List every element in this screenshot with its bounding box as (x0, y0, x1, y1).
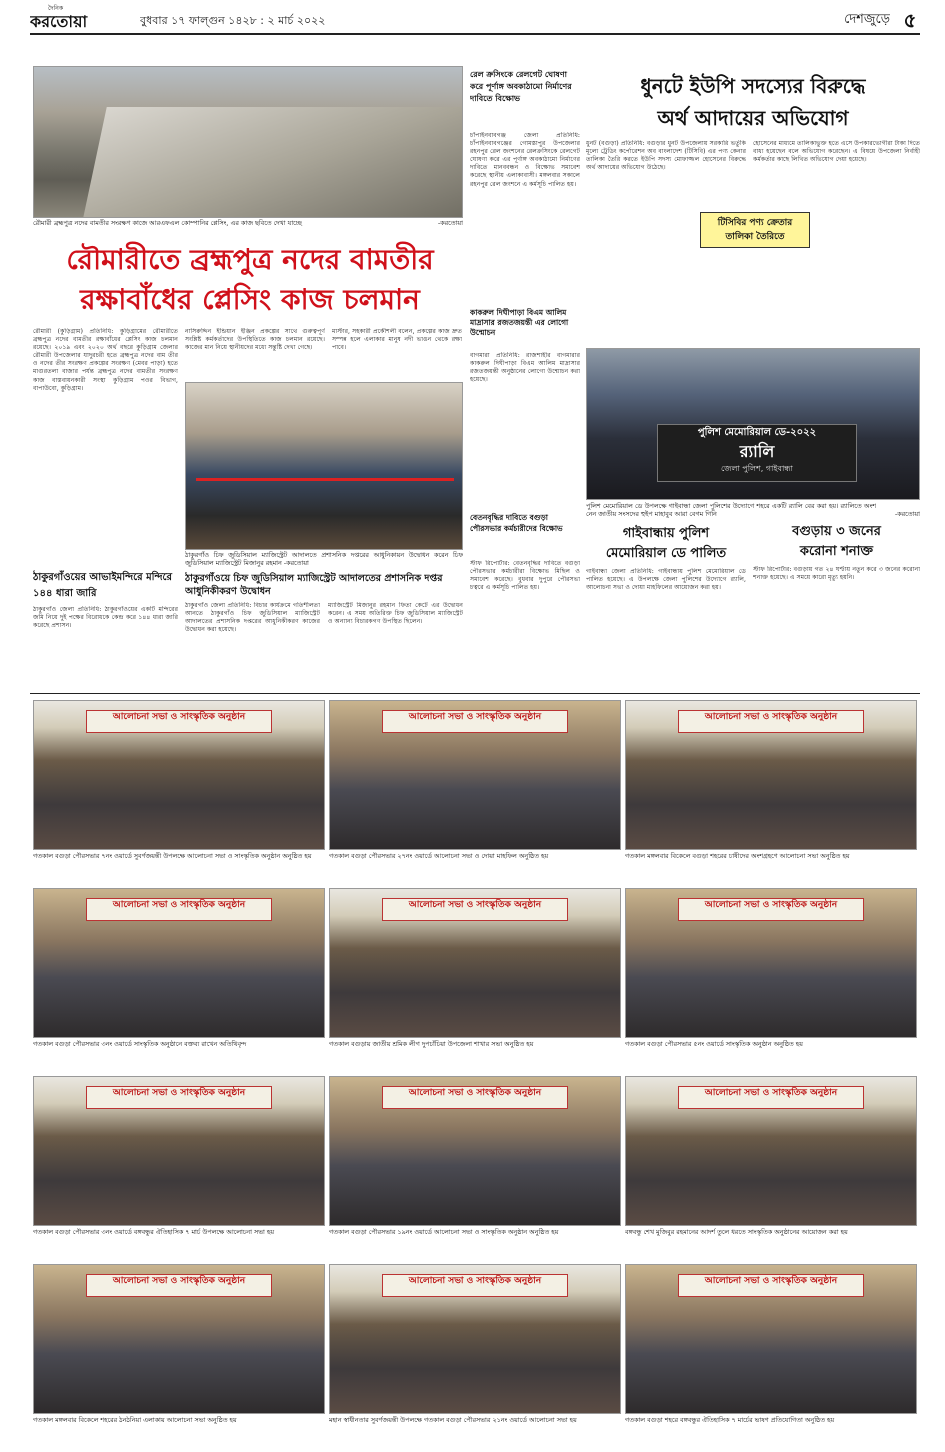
grid-photo (625, 888, 917, 1038)
grid-photo-caption: গতকাল মঙ্গলবার বিকেলে বগুড়া শহরের চাষীদের অংশগ্রহণে আলোচনা সভা অনুষ্ঠিত হয় (625, 852, 850, 860)
grid-photo-banner (86, 1274, 272, 1297)
masthead-page-number: ৫ (903, 8, 917, 30)
grid-photo-banner (678, 1086, 864, 1109)
grid-photo-banner (86, 710, 272, 733)
court-headline: ঠাকুরগাঁওয়ে চিফ জুডিসিয়াল ম্যাজিস্ট্রেট আদালতের প্রশাসনিক দপ্তর আধুনিকীকরণ উদ্বোধন (185, 573, 443, 597)
grid-photo-caption: গতকাল বগুড়া পৌরসভার ৩নং ওয়ার্ডে বঙ্গবন্ধুর ঐতিহাসিক ৭ মার্চ উপলক্ষে আলোচনা সভা হয় (33, 1228, 274, 1236)
grid-photo-caption: গতকাল বগুড়া পৌরসভার ৩নং ওয়ার্ডে সাংস্কৃতিক অনুষ্ঠানে বক্তব্য রাখেন অতিথিবৃন্দ (33, 1040, 247, 1048)
section-divider (30, 693, 920, 694)
grid-photo-caption: মহান স্বাধীনতার সুবর্ণজয়ন্তী উপলক্ষে গতকাল বগুড়া পৌরসভার ২১নং ওয়ার্ডে আলোচনা সভা হয় (329, 1416, 577, 1424)
lead-headline-line1: রৌমারীতে ব্রহ্মপুত্র নদের বামতীর (66, 243, 434, 276)
masthead-logo: করতোয়া (30, 12, 88, 31)
kakrul-body: বাগমারা প্রতিনিধি: রাজশাহীর বাগমারার কাকরুল দিঘীপাড়া বিএম আলিম মাদ্রাসার রজতজয়ন্তী অনুষ্ঠানের লোগো উন্মোচন করা হয়েছে। (470, 352, 580, 384)
masthead-section: দেশজুড়ে (844, 12, 890, 27)
rally-photo (586, 348, 920, 500)
mandir-headline: ঠাকুরগাঁওয়ের আভাইমন্দিরে মন্দিরে ১৪৪ ধারা জারি (33, 572, 173, 599)
grid-photo (625, 700, 917, 850)
masthead (0, 0, 945, 34)
grid-photo-banner-text: আলোচনা সভা ও সাংস্কৃতিক অনুষ্ঠান (408, 711, 542, 722)
ribbon (196, 478, 454, 481)
grid-photo-caption: গতকাল মঙ্গলবার বিকেলে শহরের ঠনঠনিয়া এলাকায় আলোচনা সভা অনুষ্ঠিত হয় (33, 1416, 237, 1424)
rail-headline: রেল ক্রসিংকে রেলগেট ঘোষণা করে পূর্ণাঙ্গ অবকাঠামো নির্মাণের দাবিতে বিক্ষোভ (470, 69, 572, 103)
grid-photo-banner-text: আলোচনা সভা ও সাংস্কৃতিক অনুষ্ঠান (112, 1087, 246, 1098)
ribbon-photo-caption: ঠাকুরগাঁও চিফ জুডিসিয়াল ম্যাজিস্ট্রেট আদালতে প্রশাসনিক দপ্তরের আধুনিকায়ন উদ্বোধন করেন চিফ জুডিসিয়াল ম্যাজিস্ট্রেট মিজানুর রহমান -করতোয়া (185, 551, 463, 568)
mandir-body: ঠাকুরগাঁও জেলা প্রতিনিধি: ঠাকুরগাঁওয়ের একটি মন্দিরের জমি নিয়ে দুই পক্ষের বিরোধকে কেন্দ্র করে ১৪৪ ধারা জারি করেছে প্রশাসন। (33, 606, 178, 630)
corona-headline-line2: করোনা শনাক্ত (799, 544, 874, 559)
grid-photo (329, 1076, 621, 1226)
rally-banner-foot: জেলা পুলিশ, গাইবান্ধা (721, 464, 793, 473)
grid-photo-banner (382, 898, 568, 921)
court-body-col2: ম্যাজিস্ট্রেট মিজানুর রহমান ফিতা কেটে এর উদ্বোধন করেন। এ সময় অতিরিক্ত চিফ জুডিসিয়াল ম্যাজিস্ট্রেট ও অন্যান্য বিচারকগণ উপস্থিত ছিলেন। (328, 602, 463, 626)
lead-headline-line2: রক্ষাবাঁধের প্লেসিং কাজ চলমান (80, 283, 420, 316)
gaibandha-headline-line2: মেমোরিয়াল ডে পালিত (605, 546, 727, 561)
grid-photo-banner-text: আলোচনা সভা ও সাংস্কৃতিক অনুষ্ঠান (112, 1275, 246, 1286)
embankment-slope (81, 107, 463, 218)
grid-photo-caption: বঙ্গবন্ধু শেখ মুজিবুর রহমানের আদর্শ তুলে ধরতে সাংস্কৃতিক অনুষ্ঠানের আয়োজন করা হয় (625, 1228, 848, 1236)
rally-photo-credit: -করতোয়া (895, 510, 920, 518)
grid-photo-banner-text: আলোচনা সভা ও সাংস্কৃতিক অনুষ্ঠান (408, 899, 542, 910)
kakrul-headline: কাকরুল দিঘীপাড়া বিএম আলিম মাদ্রাসার রজতজয়ন্তী এর লোগো উন্মোচন (470, 308, 569, 337)
rally-banner (657, 424, 857, 482)
corona-headline-line1: বগুড়ায় ৩ জনের (792, 524, 881, 539)
tcb-box-text: টিসিবির পণ্য ক্রেতার তালিকা তৈরিতে (717, 218, 793, 242)
grid-photo-banner (382, 1086, 568, 1109)
grid-photo-banner (678, 1274, 864, 1297)
grid-photo-banner (678, 898, 864, 921)
rally-photo-caption: পুলিশ মেমোরিয়াল ডে উপলক্ষে গাইবান্ধা জেলা পুলিশের উদ্যোগে শহরে একটি র‍্যালি বের করা হয়। র‍্যালিতে অংশ নেন জাতীয় সংসদের হুইপ মাহাবুব আরা বেগম গিনি (586, 502, 876, 519)
grid-photo-banner-text: আলোচনা সভা ও সাংস্কৃতিক অনুষ্ঠান (704, 899, 838, 910)
grid-photo-banner-text: আলোচনা সভা ও সাংস্কৃতিক অনুষ্ঠান (408, 1087, 542, 1098)
grid-photo (329, 1264, 621, 1414)
grid-photo (33, 1264, 325, 1414)
tcb-box (700, 212, 810, 248)
masthead-rule (30, 33, 920, 35)
grid-photo-caption: গতকাল বগুড়া পৌরসভার ১৯নং ওয়ার্ডে আলোচনা সভা ও সাংস্কৃতিক অনুষ্ঠান অনুষ্ঠিত হয় (329, 1228, 559, 1236)
lead-photo-credit: -করতোয়া (438, 219, 463, 227)
grid-photo-caption: গতকাল বগুড়া পৌরসভার ৭নং ওয়ার্ডে সুবর্ণজয়ন্তী উপলক্ষে আলোচনা সভা ও সাংস্কৃতিক অনুষ্ঠান অনুষ্ঠিত হয় (33, 852, 312, 860)
grid-photo-banner (382, 710, 568, 733)
grid-photo-caption: গতকাল বগুড়ায় জাতীয় শ্রমিক লীগ দুপচাঁচিয়া উপজেলা শাখার সভা অনুষ্ঠিত হয় (329, 1040, 534, 1048)
grid-photo-banner-text: আলোচনা সভা ও সাংস্কৃতিক অনুষ্ঠান (112, 899, 246, 910)
dhunat-body-col2: হোসেনের মাধ্যমে তালিকাভুক্ত হতে এসে উপকারভোগীরা টাকা দিতে বাধ্য হয়েছেন বলে অভিযোগ করেছেন। এ বিষয়ে উপজেলা নির্বাহী কর্মকর্তার কাছে লিখিত অভিযোগ দেয়া হয়েছে। (753, 140, 920, 164)
grid-photo-banner-text: আলোচনা সভা ও সাংস্কৃতিক অনুষ্ঠান (704, 711, 838, 722)
rail-body: চাঁপাইনবাবগঞ্জ জেলা প্রতিনিধি: চাঁপাইনবাবগঞ্জের গোমস্তাপুর উপজেলার রহনপুর রেল জংশনের রেলক্রসিংকে রেলগেট ঘোষণা করে এর পূর্ণাঙ্গ অবকাঠামো নির্মাণের দাবিতে মানববন্ধন ও বিক্ষোভ সমাবেশ করেছে স্থানীয় এলাকাবাসী। মঙ্গলবার সকালে রহনপুর রেল জংশনে এ কর্মসূচি পালিত হয়। (470, 132, 580, 188)
grid-photo-banner-text: আলোচনা সভা ও সাংস্কৃতিক অনুষ্ঠান (704, 1087, 838, 1098)
dhunat-body-col1: ধুনট (বগুড়া) প্রতিনিধি: বগুড়ার ধুনট উপজেলায় সরকারি ভর্তুকি মূল্যে ট্রেডিং কর্পোরেশন অব বাংলাদেশ (টিসিবি) এর পণ্য কেনার তালিকা তৈরি করতে ইউপি সদস্য মোফাজ্জল হোসেনের বিরুদ্ধে অর্থ আদায়ের অভিযোগ উঠেছে। (586, 140, 746, 172)
grid-photo-banner-text: আলোচনা সভা ও সাংস্কৃতিক অনুষ্ঠান (704, 1275, 838, 1286)
masthead-logo-small: দৈনিক (48, 5, 64, 12)
grid-photo-caption: গতকাল বগুড়া শহরে বঙ্গবন্ধুর ঐতিহাসিক ৭ মার্চের ভাষণ প্রতিযোগিতা অনুষ্ঠিত হয় (625, 1416, 835, 1424)
court-body-col1: ঠাকুরগাঁও জেলা প্রতিনিধি: বিচার কার্যক্রমে গতিশীলতা আনতে ঠাকুরগাঁও চিফ জুডিসিয়াল ম্যাজিস্ট্রেট আদালতের প্রশাসনিক দপ্তরের আধুনিকীকরণ কাজের উদ্বোধন করা হয়েছে। (185, 602, 320, 634)
grid-photo (625, 1264, 917, 1414)
grid-photo-caption: গতকাল বগুড়া পৌরসভার ৫নং ওয়ার্ডে সাংস্কৃতিক অনুষ্ঠান অনুষ্ঠিত হয় (625, 1040, 803, 1048)
grid-photo (329, 888, 621, 1038)
grid-photo (329, 700, 621, 850)
corona-body: স্টাফ রিপোর্টার: বগুড়ায় গত ২৪ ঘণ্টায় নতুন করে ৩ জনের করোনা শনাক্ত হয়েছে। এ সময়ে কারো মৃত্যু হয়নি। (753, 566, 920, 582)
grid-photo-banner (86, 898, 272, 921)
grid-photo-banner-text: আলোচনা সভা ও সাংস্কৃতিক অনুষ্ঠান (112, 711, 246, 722)
grid-photo (33, 1076, 325, 1226)
grid-photo-banner (86, 1086, 272, 1109)
lead-story-photo (33, 66, 463, 218)
rally-banner-title: পুলিশ মেমোরিয়াল ডে-২০২২ (697, 427, 817, 438)
dhunat-headline-line2: অর্থ আদায়ের অভিযোগ (657, 106, 849, 130)
grid-photo-caption: গতকাল বগুড়া পৌরসভার ২৭নং ওয়ার্ডে আলোচনা সভা ও দোয়া মাহফিল অনুষ্ঠিত হয় (329, 852, 549, 860)
lead-body-col1: রৌমারী (কুড়িগ্রাম) প্রতিনিধি: কুড়িগ্রামের রৌমারীতে ব্রহ্মপুত্র নদের বামতীর রক্ষাবাঁধের প্লেসিং কাজ চলমান রয়েছে। ২০১৯ এবং ২০২০ অর্থ বছরে কুড়িগ্রাম জেলার রৌমারী উপজেলার যাদুরচরী হতে ব্রহ্মপুত্র নদের বাম তীর ও নদের তীর সংরক্ষণ প্রকল্পের সংরক্ষণ (মেবর পাড়া) হতে মাগুরতলা বাজার পর্যন্ত ব্রহ্মপুত্র নদের বামতীর সংরক্ষণ কাজ বাস্তবায়নকারী সংস্থা কুড়িগ্রাম পওর বিভাগ, বাপাউবো, কুড়িগ্রাম। (33, 328, 178, 392)
grid-photo (33, 888, 325, 1038)
ribbon-cutting-photo (185, 382, 463, 550)
grid-photo-banner-text: আলোচনা সভা ও সাংস্কৃতিক অনুষ্ঠান (408, 1275, 542, 1286)
lead-body-col3: মাস্টার, সহকারী প্রকৌশলী বলেন, প্রকল্পের কাজ দ্রুত সম্পন্ন হলে এলাকার মানুষ নদী ভাঙন থেকে রক্ষা পাবে। (332, 328, 462, 352)
lead-photo-caption: রৌমারী ব্রহ্মপুত্র নদের বামতীর সংরক্ষণ কাজে আরএফএল কোম্পানির প্লেসিং, এর কাজ ছবিতে দেখা যাচ্ছে (33, 219, 302, 227)
lead-body-col2: নাসিরুদ্দিন ইন্ডিয়ান ইঞ্জিন প্রকল্পের সাথে গুরুত্বপূর্ণ সংশ্লিষ্ট কর্মকর্তাদের উপস্থিতিতে কাজ চলমান রয়েছে। কাজের মান নিয়ে স্থানীয়দের মধ্যে সন্তুষ্টি দেখা গেছে। (185, 328, 325, 352)
pourashava-headline: বেতনবৃদ্ধির দাবিতে বগুড়া পৌরসভার কর্মচারীদের বিক্ষোভ (470, 513, 563, 533)
masthead-date: বুধবার ১৭ ফাল্গুন ১৪২৮ : ২ মার্চ ২০২২ (140, 14, 326, 27)
dhunat-headline-line1: ধুনটে ইউপি সদস্যের বিরুদ্ধে (640, 74, 866, 98)
grid-photo (625, 1076, 917, 1226)
rally-banner-sub: র‌্যালি (739, 442, 775, 461)
grid-photo-banner (382, 1274, 568, 1297)
pourashava-body: স্টাফ রিপোর্টার: বেতনবৃদ্ধির দাবিতে বগুড়া পৌরসভার কর্মচারীরা বিক্ষোভ মিছিল ও সমাবেশ করেছে। বুধবার দুপুরে পৌরসভা চত্বরে এ কর্মসূচি পালিত হয়। (470, 560, 580, 592)
gaibandha-headline-line1: গাইবান্ধায় পুলিশ (622, 526, 710, 541)
gaibandha-body: গাইবান্ধা জেলা প্রতিনিধি: গাইবান্ধায় পুলিশ মেমোরিয়াল ডে পালিত হয়েছে। এ উপলক্ষে জেলা পুলিশের উদ্যোগে র‍্যালি, আলোচনা সভা ও দোয়া মাহফিলের আয়োজন করা হয়। (586, 568, 746, 592)
grid-photo-banner (678, 710, 864, 733)
grid-photo (33, 700, 325, 850)
